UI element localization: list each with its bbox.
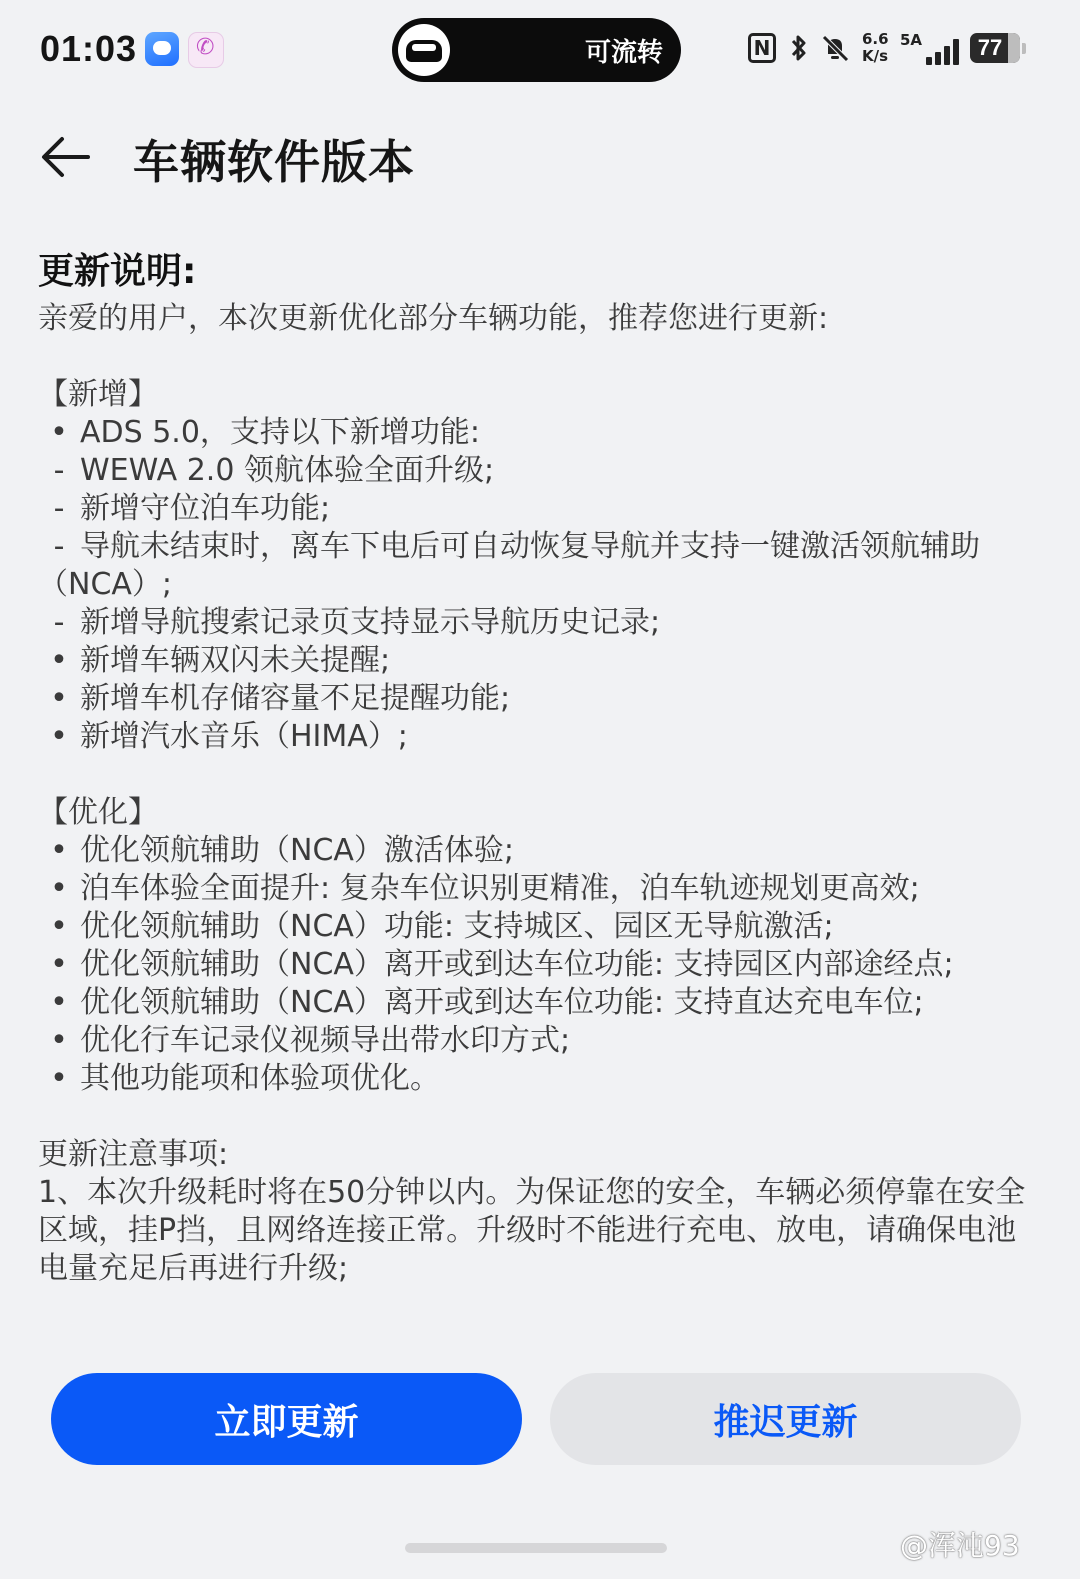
battery-percent: 77 — [977, 35, 1003, 60]
list-item: • 优化领航辅助（NCA）激活体验; — [38, 832, 1038, 870]
notes-intro: 亲爱的用户，本次更新优化部分车辆功能，推荐您进行更新: — [38, 301, 829, 336]
status-time: 01:03 — [40, 28, 138, 69]
added-title: 【新增】 — [38, 377, 158, 412]
optimized-title: 【优化】 — [38, 795, 158, 830]
added-section — [38, 376, 1038, 756]
list-item: • 新增汽水音乐（HIMA）; — [38, 718, 1038, 756]
list-item: - 新增守位泊车功能; — [38, 490, 1038, 528]
list-item: • 优化领航辅助（NCA）功能: 支持城区、园区无导航激活; — [38, 908, 1038, 946]
optimized-section — [38, 794, 1038, 1098]
notes-title: 更新注意事项: — [38, 1137, 229, 1172]
network-speed: 6.6 K/s — [862, 30, 889, 65]
list-item: • 新增车机存储容量不足提醒功能; — [38, 680, 1038, 718]
dynamic-island[interactable] — [392, 18, 681, 82]
car-icon — [398, 24, 450, 76]
list-item: • 优化行车记录仪视频导出带水印方式; — [38, 1022, 1038, 1060]
update-now-button[interactable]: 立即更新 — [51, 1373, 522, 1465]
nfc-icon: N — [748, 33, 776, 63]
bluetooth-icon — [788, 33, 810, 69]
list-item: • ADS 5.0，支持以下新增功能: — [38, 414, 1038, 452]
network-type: 5A — [900, 31, 923, 49]
list-item: - WEWA 2.0 领航体验全面升级; — [38, 452, 1038, 490]
postpone-update-button[interactable]: 推迟更新 — [550, 1373, 1021, 1465]
island-label: 可流转 — [584, 38, 663, 68]
list-item: • 其他功能项和体验项优化。 — [38, 1060, 1038, 1098]
list-item: - 新增导航搜索记录页支持显示导航历史记录; — [38, 604, 1038, 642]
added-list — [38, 414, 1038, 756]
list-item: • 优化领航辅助（NCA）离开或到达车位功能: 支持园区内部途经点; — [38, 946, 1038, 984]
list-item: - 导航未结束时，离车下电后可自动恢复导航并支持一键激活领航辅助（NCA）; — [38, 528, 1038, 604]
mute-bell-icon — [820, 33, 850, 69]
watermark: @浑沌93 — [900, 1529, 1020, 1562]
home-indicator[interactable] — [405, 1543, 667, 1553]
back-button[interactable] — [32, 124, 102, 188]
optimized-list — [38, 832, 1038, 1098]
back-arrow-icon — [32, 124, 102, 188]
notes-section — [38, 1136, 1038, 1288]
status-bar — [0, 0, 1080, 100]
message-app-icon — [145, 32, 179, 66]
list-item: • 泊车体验全面提升: 复杂车位识别更精准，泊车轨迹规划更高效; — [38, 870, 1038, 908]
notes-body: 1、本次升级耗时将在50分钟以内。为保证您的安全，车辆必须停靠在安全区域，挂P挡，且网络连接正常。升级时不能进行充电、放电，请确保电池电量充足后再进行升级; — [38, 1175, 1026, 1286]
notes-heading: 更新说明: — [38, 251, 197, 292]
list-item: • 新增车辆双闪未关提醒; — [38, 642, 1038, 680]
signal-icon — [916, 39, 960, 65]
release-notes — [38, 248, 1038, 1288]
phone-app-icon: ✆ — [188, 32, 224, 68]
battery-icon — [970, 33, 1020, 63]
list-item: • 优化领航辅助（NCA）离开或到达车位功能: 支持直达充电车位; — [38, 984, 1038, 1022]
page-title: 车辆软件版本 — [133, 135, 415, 189]
